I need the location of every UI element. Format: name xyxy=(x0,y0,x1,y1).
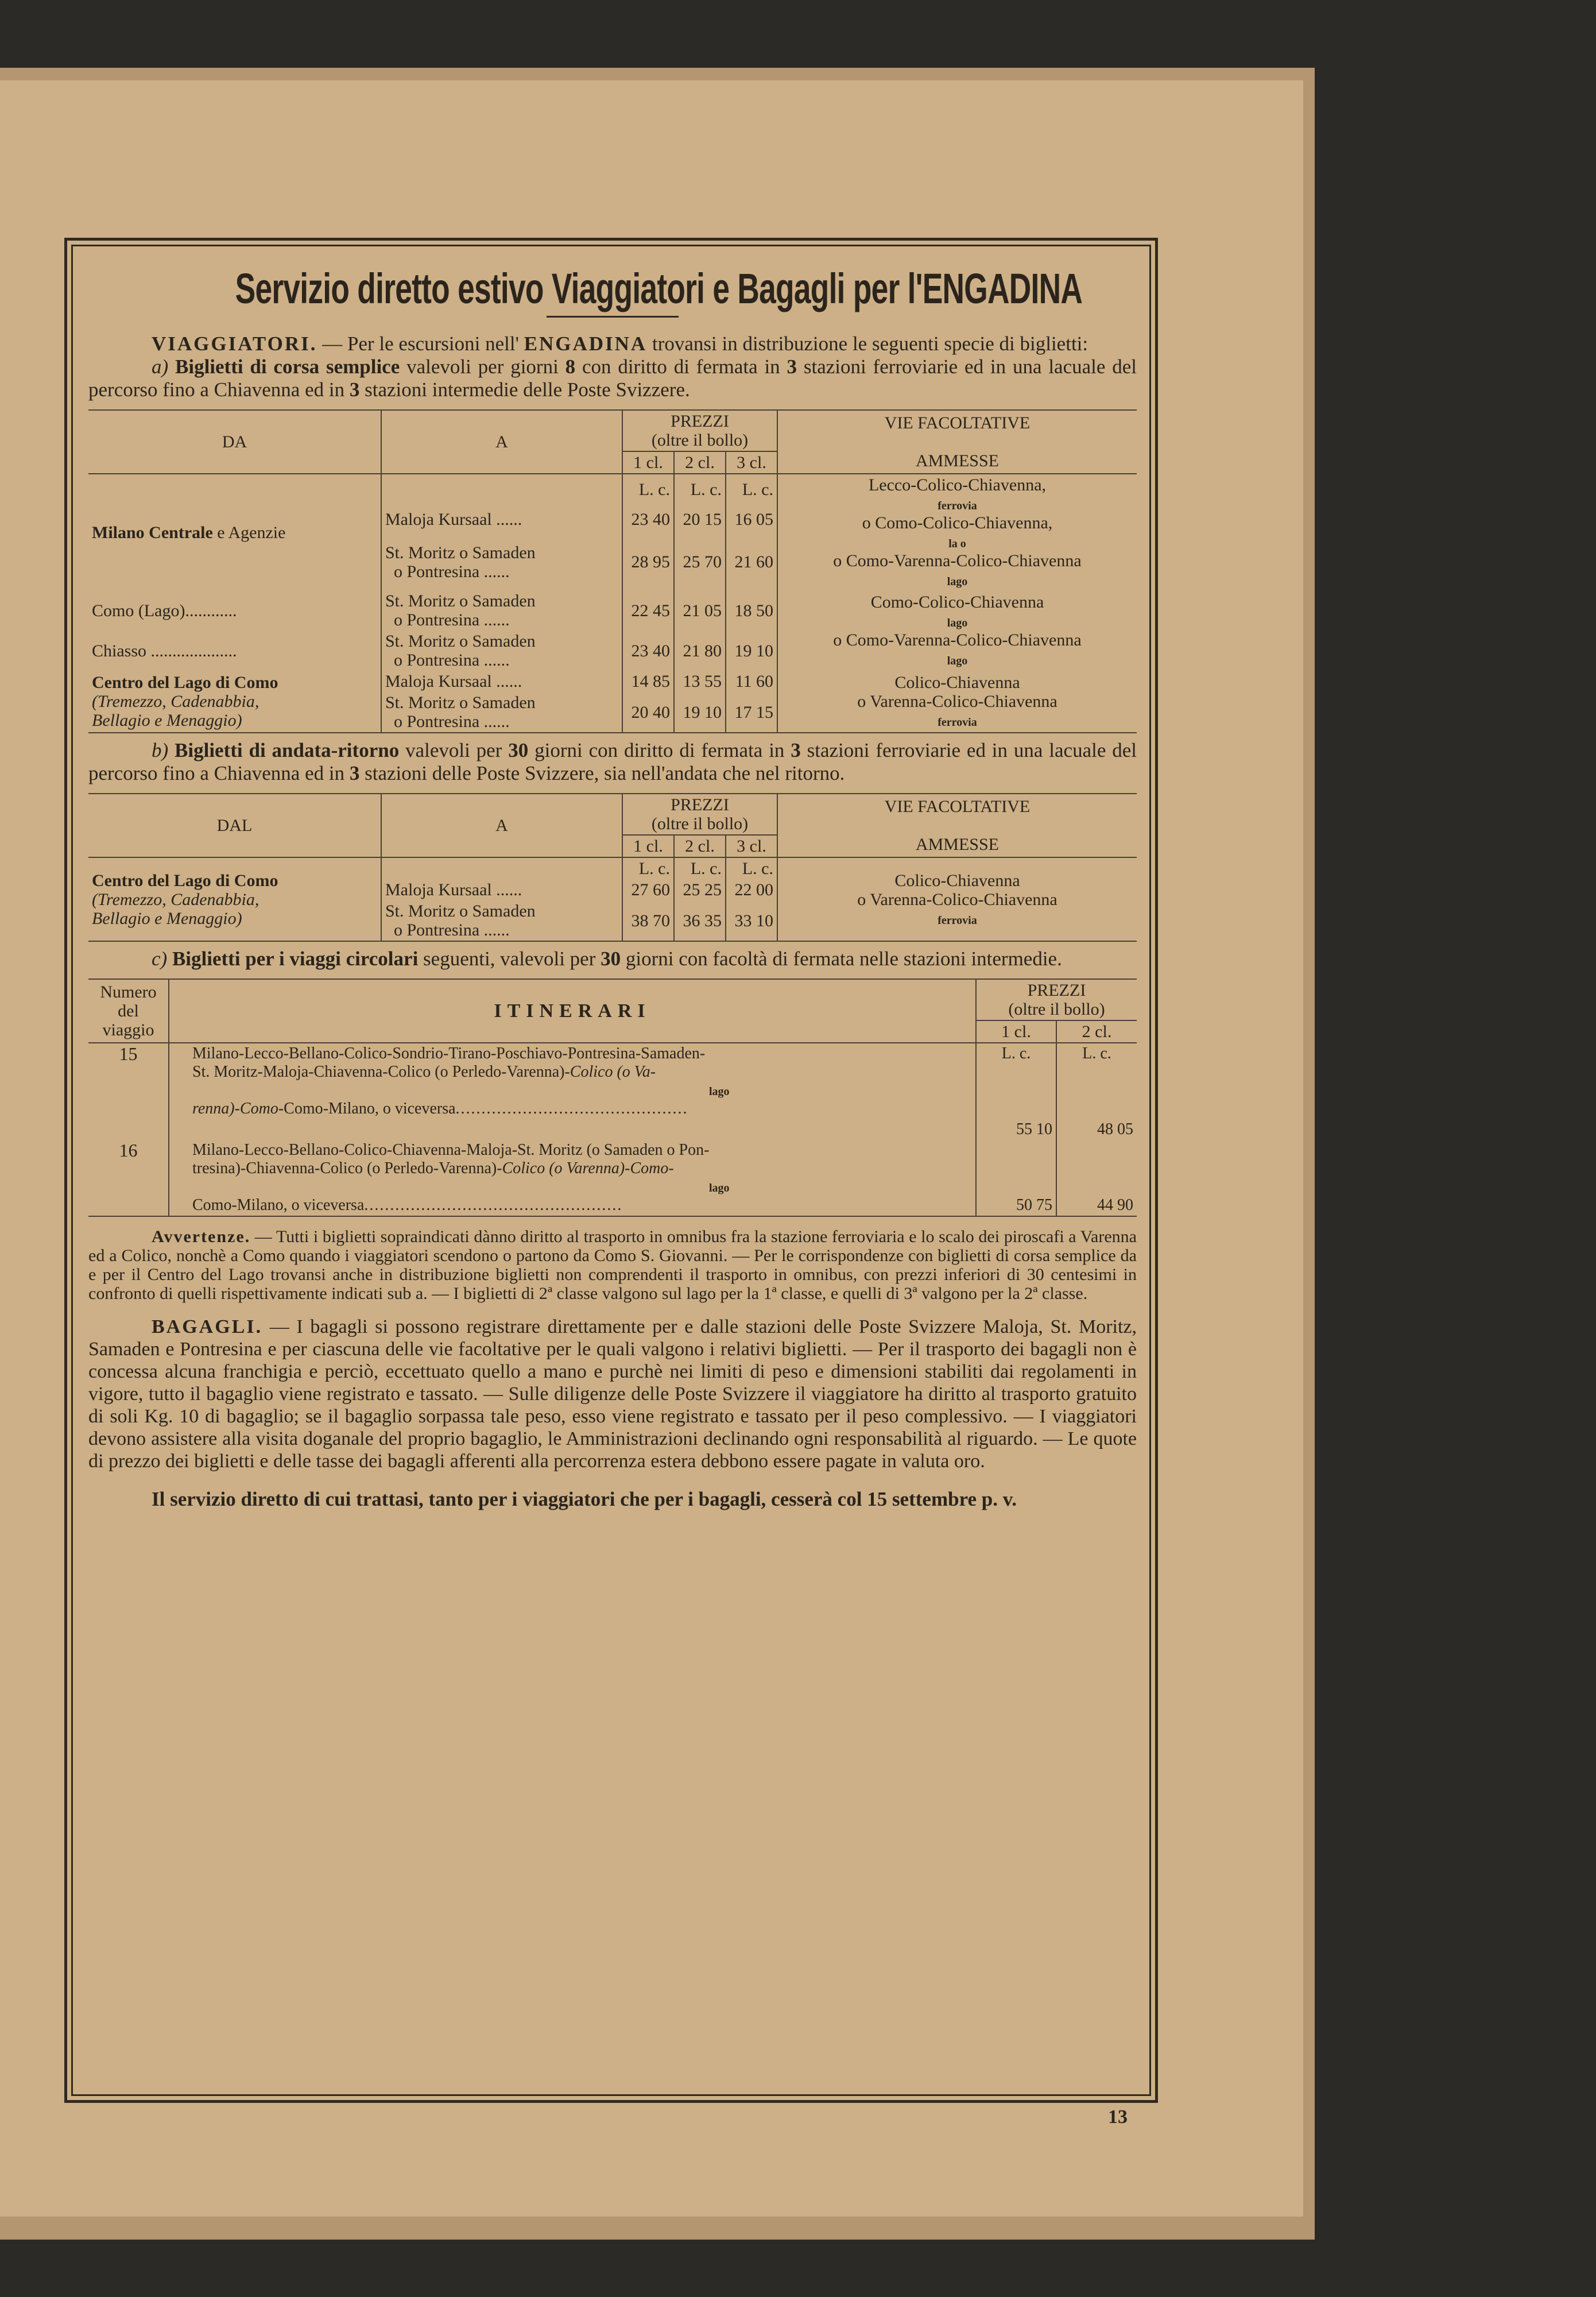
section-a-n2: 3 xyxy=(787,355,797,378)
table-b-prezzi-label: PREZZI xyxy=(671,795,729,814)
table-b-head-da: DAL xyxy=(88,794,381,857)
price-cell: 25 70 xyxy=(674,534,726,590)
section-a xyxy=(88,355,1137,401)
unit-label: L. c. xyxy=(622,474,674,504)
table-a-prezzi-label: PREZZI xyxy=(671,412,729,431)
table-a xyxy=(88,409,1137,733)
table-c-oltre-label: (oltre il bollo) xyxy=(1008,1000,1105,1019)
itin-line-italic: renna)-Como xyxy=(192,1100,278,1117)
intro-engadina: ENGADINA xyxy=(524,332,648,355)
price-cell: 20 40 xyxy=(622,692,674,733)
table-b-head-prezzi xyxy=(622,794,777,835)
to-label: St. Moritz o Samaden xyxy=(385,591,536,610)
vie-note: lago xyxy=(947,575,968,588)
vie-line: o Como-Colico-Chiavenna, xyxy=(862,513,1053,532)
trip-number: 16 xyxy=(119,1140,138,1161)
itin-line: tresina)-Chiavenna-Colico (o Perledo-Varenna)- xyxy=(192,1159,502,1177)
unit-label: L. c. xyxy=(726,857,777,879)
intro-paragraph xyxy=(88,332,1137,355)
trip-number: 15 xyxy=(119,1043,138,1064)
table-row xyxy=(88,1043,1137,1119)
price-cell: 19 10 xyxy=(674,692,726,733)
vie-note: lago xyxy=(947,655,968,667)
table-c-head-num xyxy=(88,979,169,1043)
from-sub-2: Bellagio e Menaggio) xyxy=(92,711,242,730)
price-cell: 38 70 xyxy=(622,900,674,941)
itin-line-italic: Colico (o Varenna)-Como- xyxy=(502,1159,674,1177)
section-b-text: valevoli per xyxy=(399,739,509,761)
itin-line: Milano-Lecco-Bellano-Colico-Sondrio-Tirano-Poschiavo-Pontresina-Samaden- xyxy=(192,1045,706,1062)
itin-line-italic: Colico (o Va- xyxy=(570,1063,656,1081)
table-a-cl1: 1 cl. xyxy=(622,451,674,474)
table-c xyxy=(88,979,1137,1217)
section-b-n1: 30 xyxy=(508,739,529,761)
to-cell xyxy=(381,692,622,733)
vie-line: o Varenna-Colico-Chiavenna xyxy=(857,890,1057,909)
table-b-vie2: AMMESSE xyxy=(915,835,1000,854)
vie-line: Lecco-Colico-Chiavenna, xyxy=(868,475,1047,494)
table-a-vie-centro xyxy=(777,671,1137,733)
from-label: Milano Centrale xyxy=(92,523,213,542)
section-b-n3: 3 xyxy=(349,762,360,784)
price-cell: 27 60 xyxy=(622,879,674,900)
vie-line: o Como-Varenna-Colico-Chiavenna xyxy=(833,551,1082,570)
table-a-oltre-label: (oltre il bollo) xyxy=(651,431,749,450)
price-cell: 17 15 xyxy=(726,692,777,733)
from-label-2: e Agenzie xyxy=(212,523,286,542)
price-cell: 36 35 xyxy=(674,900,726,941)
to-cell xyxy=(381,631,622,671)
to-label: Maloja Kursaal ...... xyxy=(381,671,622,692)
table-c-prezzi-label: PREZZI xyxy=(1027,981,1086,1000)
vie-note: la o xyxy=(948,537,966,550)
price-cell: 48 05 xyxy=(1056,1119,1137,1140)
section-c-bold: Biglietti per i viaggi circolari xyxy=(172,948,419,970)
table-a-cl3: 3 cl. xyxy=(726,451,777,474)
price-cell: 55 10 xyxy=(976,1119,1056,1140)
price-cell: 16 05 xyxy=(726,504,777,534)
itin-line: -Como-Milano, o viceversa xyxy=(278,1100,456,1117)
table-b-vie xyxy=(777,857,1137,941)
price-cell: 13 55 xyxy=(674,671,726,692)
unit-label: L. c. xyxy=(622,857,674,879)
itinerary-cell: Milano-Lecco-Bellano-Colico-Chiavenna-Maloja-St. Moritz (o Samaden o Pon- tresina)-Chiavenna-Colico (o Perledo-Varenna)-Colico (o Varenna)-Como- lago Como-Milano, o viceversa.................................................. xyxy=(169,1140,976,1216)
vie-line: o Como-Varenna-Colico-Chiavenna xyxy=(833,631,1082,649)
section-c-n1: 30 xyxy=(601,948,621,970)
price-cell: 23 40 xyxy=(622,631,674,671)
unit-label: L. c. xyxy=(726,474,777,504)
section-b-text2: giorni con diritto di fermata in xyxy=(528,739,791,761)
table-a-head-prezzi xyxy=(622,410,777,451)
table-row xyxy=(88,474,1137,504)
table-b-cl3: 3 cl. xyxy=(726,835,777,857)
unit-label: L. c. xyxy=(674,857,726,879)
spacer-cell xyxy=(169,1119,976,1140)
price-cell: 25 25 xyxy=(674,879,726,900)
table-a-vie1: VIE FACOLTATIVE xyxy=(884,413,1031,432)
section-b-text3: stazioni ferroviarie ed in una lacuale del percorso fino a Chiavenna ed in xyxy=(88,739,1137,784)
section-c-text2: giorni con facoltà di fermata nelle stazioni intermedie. xyxy=(621,948,1062,970)
table-a-vie-milano xyxy=(777,474,1137,590)
table-a-head-vie xyxy=(777,410,1137,474)
price-cell: 33 10 xyxy=(726,900,777,941)
section-a-text3: stazioni ferroviarie ed in una lacuale del percorso fino a Chiavenna ed in xyxy=(88,355,1137,401)
section-b xyxy=(88,739,1137,785)
table-c-head-itin: ITINERARI xyxy=(169,979,976,1043)
itinerary-cell: Milano-Lecco-Bellano-Colico-Sondrio-Tirano-Poschiavo-Pontresina-Samaden- St. Moritz-Maloja-Chiavenna-Colico (o Perledo-Varenna)-Colico (o Va- lago renna)-Como-Como-Milano, o viceversa............................................. xyxy=(169,1043,976,1119)
to-cell xyxy=(381,900,622,941)
section-a-bold: Biglietti di corsa semplice xyxy=(175,355,400,378)
vie-note: ferrovia xyxy=(938,914,977,927)
vie-line: Colico-Chiavenna xyxy=(894,871,1020,890)
price-cell: 44 90 xyxy=(1056,1140,1137,1216)
num-label-3: viaggio xyxy=(102,1020,154,1039)
unit-label: L. c. xyxy=(674,474,726,504)
table-row xyxy=(88,1140,1137,1216)
price-cell: 23 40 xyxy=(622,504,674,534)
from-cell xyxy=(88,671,381,733)
section-a-text4: stazioni intermedie delle Poste Svizzere. xyxy=(359,378,690,401)
table-b-cl2: 2 cl. xyxy=(674,835,726,857)
table-a-from-milano xyxy=(88,474,381,590)
table-a-cl2: 2 cl. xyxy=(674,451,726,474)
section-a-text: valevoli per giorni xyxy=(400,355,565,378)
unit-label: L. c. xyxy=(1056,1043,1137,1119)
itin-line: Como-Milano, o viceversa xyxy=(192,1196,365,1214)
vie-note: lago xyxy=(947,617,968,629)
itin-note: lago xyxy=(709,1085,730,1098)
from-sub-2: Bellagio e Menaggio) xyxy=(92,908,242,928)
table-row xyxy=(88,1119,1137,1140)
intro-text2: trovansi in distribuzione le seguenti specie di biglietti: xyxy=(647,332,1088,355)
page-number: 13 xyxy=(1108,2106,1128,2128)
table-c-cl2: 2 cl. xyxy=(1056,1020,1137,1043)
price-cell: 11 60 xyxy=(726,671,777,692)
bagagli-label: BAGAGLI. xyxy=(152,1316,263,1337)
to-label: St. Moritz o Samaden xyxy=(385,632,536,651)
vie-line: Colico-Chiavenna xyxy=(894,673,1020,692)
to-label: St. Moritz o Samaden xyxy=(385,693,536,712)
vie-line: Como-Colico-Chiavenna xyxy=(870,593,1044,612)
vie-line: o Varenna-Colico-Chiavenna xyxy=(857,692,1057,711)
to-label: Maloja Kursaal ...... xyxy=(381,879,622,900)
bagagli xyxy=(88,1316,1137,1472)
vie-note: ferrovia xyxy=(938,500,977,512)
vie-note: ferrovia xyxy=(938,716,977,729)
to-label-b: o Pontresina ...... xyxy=(394,562,510,581)
avvertenze-label: Avvertenze. xyxy=(152,1227,251,1246)
intro-label: VIAGGIATORI. xyxy=(152,332,317,355)
price-cell: 50 75 xyxy=(976,1140,1056,1216)
table-a-vie-como xyxy=(777,590,1137,671)
price-cell: 28 95 xyxy=(622,534,674,590)
to-label-b: o Pontresina ...... xyxy=(394,921,510,939)
from-label: Chiasso .................... xyxy=(92,641,237,660)
table-b-vie1: VIE FACOLTATIVE xyxy=(884,797,1031,816)
section-b-letter: b) xyxy=(152,739,169,761)
table-row xyxy=(88,671,1137,692)
from-label: Como (Lago)............ xyxy=(92,601,237,620)
price-cell: 18 50 xyxy=(726,590,777,631)
page-title: Servizio diretto estivo Viaggiatori e Bagagli per l'ENGADINA xyxy=(235,265,1083,312)
table-a-vie2: AMMESSE xyxy=(915,451,1000,470)
avvertenze xyxy=(88,1227,1137,1303)
section-b-n2: 3 xyxy=(791,739,801,761)
table-b xyxy=(88,793,1137,942)
table-b-cl1: 1 cl. xyxy=(622,835,674,857)
itin-line: Milano-Lecco-Bellano-Colico-Chiavenna-Maloja-St. Moritz (o Samaden o Pon- xyxy=(192,1141,710,1159)
to-cell xyxy=(381,534,622,590)
table-a-head-da: DA xyxy=(88,410,381,474)
from-sub: (Tremezzo, Cadenabbia, xyxy=(92,692,259,711)
section-b-bold: Biglietti di andata-ritorno xyxy=(175,739,400,761)
itin-line: St. Moritz-Maloja-Chiavenna-Colico (o Perledo-Varenna)- xyxy=(192,1063,570,1081)
from-sub: (Tremezzo, Cadenabbia, xyxy=(92,890,259,909)
section-a-text2: con diritto di fermata in xyxy=(575,355,787,378)
price-cell: 19 10 xyxy=(726,631,777,671)
table-b-oltre-label: (oltre il bollo) xyxy=(651,814,749,833)
section-b-text4: stazioni delle Poste Svizzere, sia nell'andata che nel ritorno. xyxy=(359,762,845,784)
num-label-1: Numero xyxy=(100,983,157,1001)
to-label: St. Moritz o Samaden xyxy=(385,902,536,921)
to-unit-cell xyxy=(381,857,622,879)
to-label-b: o Pontresina ...... xyxy=(394,651,510,670)
price-cell: 20 15 xyxy=(674,504,726,534)
price-cell: 22 00 xyxy=(726,879,777,900)
table-b-head-a: A xyxy=(381,794,622,857)
section-a-n1: 8 xyxy=(565,355,576,378)
table-a-head-a: A xyxy=(381,410,622,474)
price-cell: 21 60 xyxy=(726,534,777,590)
avvertenze-text: — Tutti i biglietti sopraindicati dànno diritto al trasporto in omnibus fra la stazione ferroviaria e lo scalo dei piroscafi a Varenna ed a Colico, nonchè a Como quando i viaggiatori scendono o partono da Como S. Giovanni. — Per le corrispondenze con biglietti di corsa semplice da e per il Centro del Lago trovansi anche in distribuzione biglietti non comprendenti il trasporto in omnibus, con prezzi inferiori di 30 centesimi in confronto di quelli rispettivamente indicati sub a. — I biglietti di 2ª classe valgono sul lago per la 1ª classe, e quelli di 3ª valgono per la 2ª classe. xyxy=(88,1227,1137,1303)
from-cell xyxy=(88,857,381,941)
table-row xyxy=(88,590,1137,631)
final-notice: Il servizio diretto di cui trattasi, tanto per i viaggiatori che per i bagagli, cesserà col 15 settembre p. v. xyxy=(152,1488,1017,1510)
to-label-b: o Pontresina ...... xyxy=(394,712,510,731)
table-c-head-prezzi xyxy=(976,979,1137,1020)
to-label-b: o Pontresina ...... xyxy=(394,610,510,629)
title-rule xyxy=(547,316,679,318)
intro-text: — Per le escursioni nell' xyxy=(317,332,524,355)
table-c-cl1: 1 cl. xyxy=(976,1020,1056,1043)
table-b-head-vie xyxy=(777,794,1137,857)
section-a-letter: a) xyxy=(152,355,169,378)
to-label: Maloja Kursaal ...... xyxy=(381,504,622,534)
to-label: St. Moritz o Samaden xyxy=(385,543,536,562)
price-cell: 21 80 xyxy=(674,631,726,671)
num-label-2: del xyxy=(118,1001,139,1020)
page-content xyxy=(88,253,1137,1511)
bagagli-text: — I bagagli si possono registrare direttamente per e dalle stazioni delle Poste Svizzere Maloja, St. Moritz, Samaden e Pontresina e per ciascuna delle vie facoltative per le quali valgono i relativi biglietti. — Per il trasporto dei bagagli non è concessa alcuna franchigia e perciò, eccettuato quello a mano e purchè nei limiti di peso e dimensioni stabiliti dai regolamenti in vigore, tutto il bagaglio viene registrato e tassato. — Sulle diligenze delle Poste Svizzere il viaggiatore ha diritto al trasporto gratuito di soli Kg. 10 di bagaglio; se il bagaglio sorpassa tale peso, esso viene registrato e tassato per il peso complessivo. — I viaggiatori devono assistere alla visita doganale del proprio bagaglio, le Amministrazioni declinando ogni responsabilità al riguardo. — Le quote di prezzo dei biglietti e delle tasse dei bagagli afferenti alla percorrenza estera debbono essere pagate in valuta oro. xyxy=(88,1316,1137,1472)
section-c-text: seguenti, valevoli per xyxy=(418,948,601,970)
table-a-to-unit xyxy=(381,474,622,504)
section-c xyxy=(88,948,1137,970)
to-cell xyxy=(381,590,622,631)
price-cell: 21 05 xyxy=(674,590,726,631)
table-row xyxy=(88,857,1137,879)
section-a-n3: 3 xyxy=(349,378,360,401)
price-cell: 14 85 xyxy=(622,671,674,692)
section-c-letter: c) xyxy=(152,948,168,970)
price-cell: 22 45 xyxy=(622,590,674,631)
unit-label: L. c. xyxy=(976,1043,1056,1119)
from-label: Centro del Lago di Como xyxy=(92,871,278,890)
itin-note: lago xyxy=(709,1182,730,1194)
from-label: Centro del Lago di Como xyxy=(92,673,278,692)
